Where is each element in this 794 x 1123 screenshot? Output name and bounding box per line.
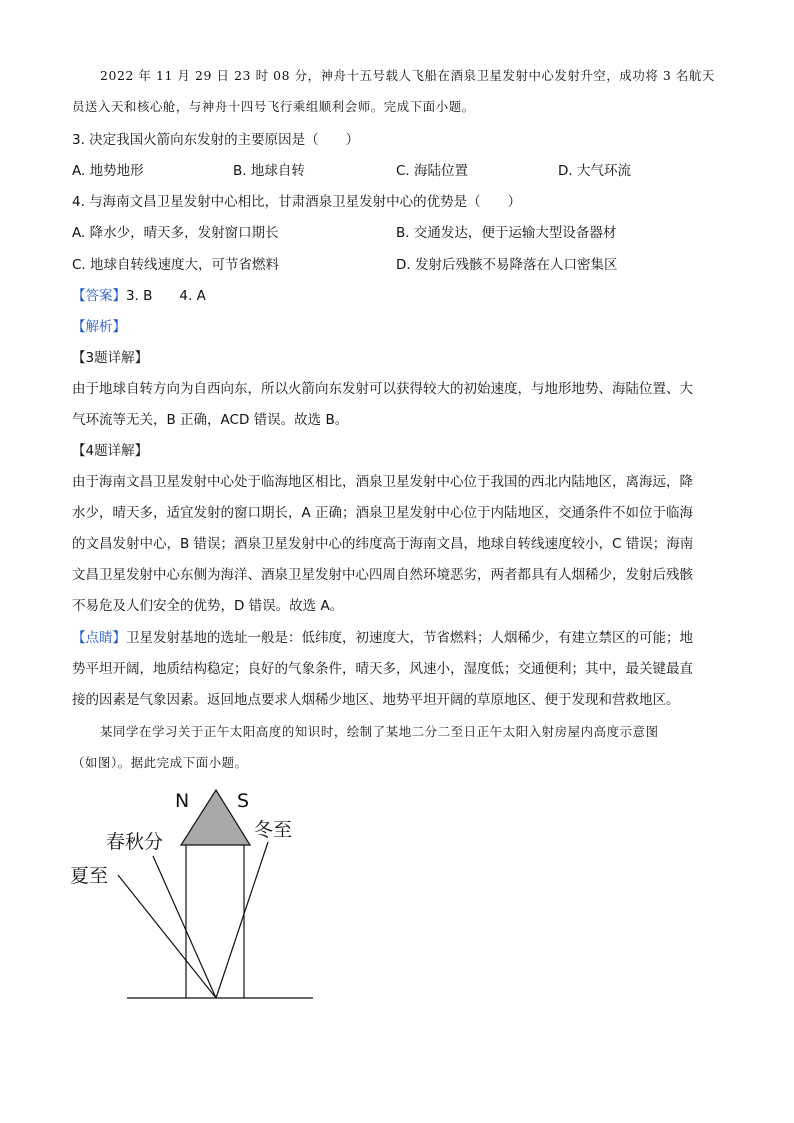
intro-line-1: 2022 年 11 月 29 日 23 时 08 分，神舟十五号载人飞船在酒泉卫星发射中心发射升空，成功将 3 名航天	[100, 68, 715, 83]
detail4-line-4: 文昌卫星发射中心东侧为海洋、酒泉卫星发射中心四周自然环境恶劣，两者都具有人烟稀少，发射后残骸	[72, 567, 693, 583]
detail4-line-1: 由于海南文昌卫星发射中心处于临海地区相比，酒泉卫星发射中心位于我国的西北内陆地区，离海远，降	[72, 474, 693, 490]
analysis-tag: 【解析】	[72, 319, 126, 335]
q4-option-d: D. 发射后残骸不易降落在人口密集区	[396, 257, 618, 273]
label-north: N	[175, 790, 190, 812]
ray-summer-solstice	[118, 875, 216, 998]
q4-option-c: C. 地球自转线速度大，可节省燃料	[72, 257, 280, 273]
note-text-1: 卫星发射基地的选址一般是：低纬度，初速度大，节省燃料；人烟稀少，有建立禁区的可能；地	[126, 630, 693, 646]
detail4-line-2: 水少，晴天多，适宜发射的窗口期长，A 正确；酒泉卫星发射中心位于内陆地区，交通条件不如位于临海	[72, 505, 694, 521]
ray-equinox	[153, 856, 216, 998]
detail4-line-5: 不易危及人们安全的优势，D 错误。故选 A。	[72, 598, 344, 614]
intro-line-2: 员送入天和核心舱，与神舟十四号飞行乘组顺利会师。完成下面小题。	[72, 99, 475, 114]
q3-option-a: A. 地势地形	[72, 163, 144, 179]
label-winter-solstice: 冬至	[254, 819, 293, 841]
note-tag: 【点睛】	[72, 630, 126, 646]
intro2-line-1: 某同学在学习关于正午太阳高度的知识时，绘制了某地二分二至日正午太阳入射房屋内高度示意图	[100, 724, 659, 739]
answer-text: 3. B 4. A	[126, 288, 206, 304]
q3-option-d: D. 大气环流	[558, 163, 631, 179]
label-equinox: 春秋分	[106, 831, 164, 853]
q3-stem: 3. 决定我国火箭向东发射的主要原因是（ ）	[72, 132, 360, 148]
detail3-tag: 【3题详解】	[72, 350, 149, 366]
ray-winter-solstice	[216, 842, 268, 998]
detail4-line-3: 的文昌发射中心，B 错误；酒泉卫星发射中心的纬度高于海南文昌，地球自转线速度较小，C 错误；海南	[72, 536, 694, 552]
label-summer-solstice: 夏至	[70, 865, 109, 887]
q4-option-a: A. 降水少，晴天多，发射窗口期长	[72, 225, 279, 241]
q4-stem: 4. 与海南文昌卫星发射中心相比，甘肃酒泉卫星发射中心的优势是（ ）	[72, 194, 522, 210]
q4-option-b: B. 交通发达，便于运输大型设备器材	[396, 225, 617, 241]
label-south: S	[237, 790, 250, 812]
intro2-line-2: （如图）。据此完成下面小题。	[72, 755, 248, 770]
note-line-2: 势平坦开阔，地质结构稳定；良好的气象条件，晴天多，风速小，湿度低；交通便利；其中，最关键最直	[72, 661, 693, 677]
answer-tag: 【答案】	[72, 288, 126, 304]
detail3-line-2: 气环流等无关，B 正确，ACD 错误。故选 B。	[72, 412, 349, 428]
q3-option-b: B. 地球自转	[233, 163, 305, 179]
q3-option-c: C. 海陆位置	[396, 163, 469, 179]
note-line-3: 接的因素是气象因素。返回地点要求人烟稀少地区、地势平坦开阔的草原地区、便于发现和营救地区。	[72, 692, 680, 708]
detail4-tag: 【4题详解】	[72, 443, 149, 459]
detail3-line-1: 由于地球自转方向为自西向东，所以火箭向东发射可以获得较大的初始速度，与地形地势、海陆位置、大	[72, 381, 693, 397]
